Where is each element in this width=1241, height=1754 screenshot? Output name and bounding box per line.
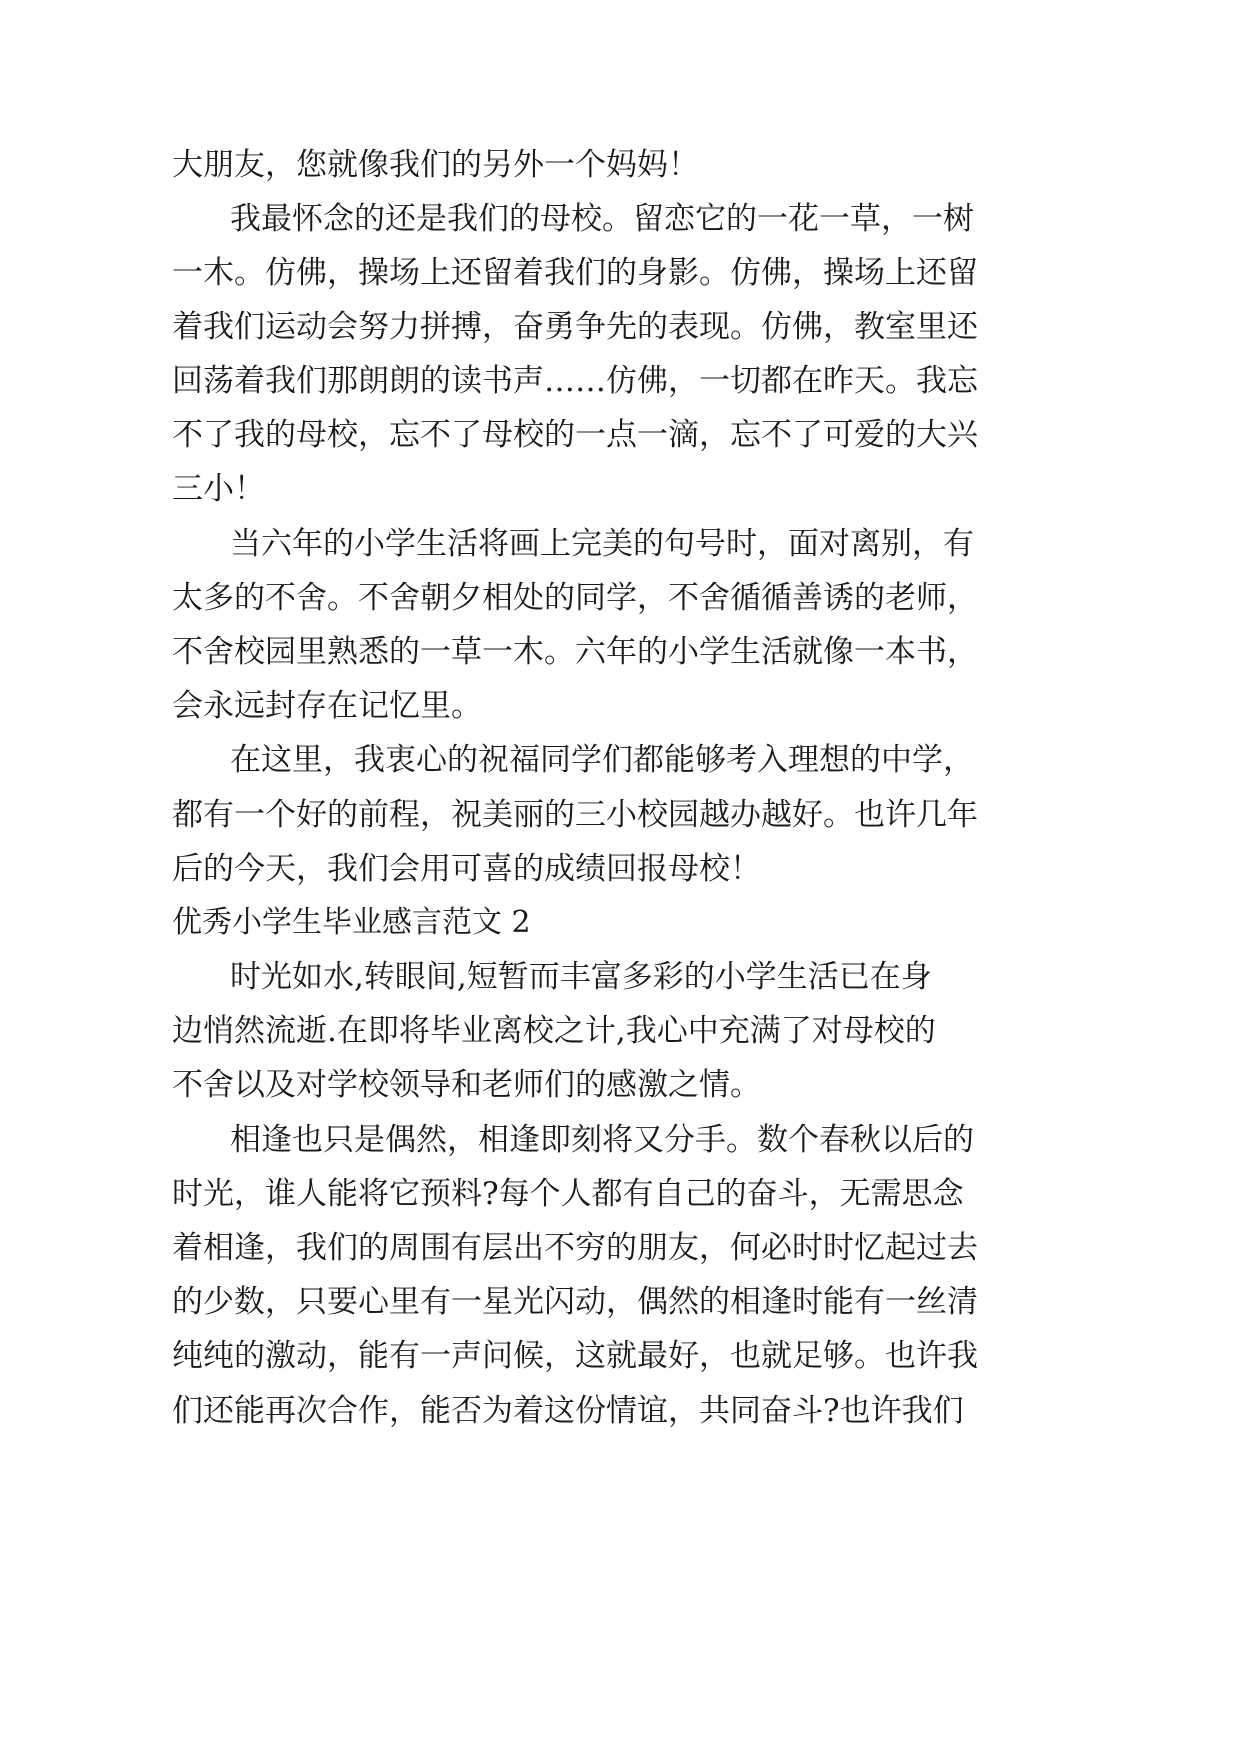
text-line: 太多的不舍。不舍朝夕相处的同学，不舍循循善诱的老师， xyxy=(172,580,978,616)
text-line: 纯纯的激动，能有一声问候，这就最好，也就足够。也许我 xyxy=(172,1338,978,1374)
text-line: 会永远封存在记忆里。 xyxy=(172,688,482,724)
text-line: 不舍校园里熟悉的一草一木。六年的小学生活就像一本书， xyxy=(172,634,978,670)
paragraph-first-line: 在这里，我衷心的祝福同学们都能够考入理想的中学， xyxy=(230,742,974,778)
text-line: 不舍以及对学校领导和老师们的感激之情。 xyxy=(172,1067,761,1103)
paragraph-first-line: 相逢也只是偶然，相逢即刻将又分手。数个春秋以后的 xyxy=(230,1122,974,1158)
text-line: 们还能再次合作，能否为着这份情谊，共同奋斗?也许我们 xyxy=(172,1393,964,1429)
paragraph-first-line: 我最怀念的还是我们的母校。留恋它的一花一草，一树 xyxy=(230,201,974,237)
text-line: 后的今天，我们会用可喜的成绩回报母校！ xyxy=(172,851,761,887)
text-line: 三小！ xyxy=(172,471,265,507)
paragraph-first-line: 当六年的小学生活将画上完美的句号时，面对离别，有 xyxy=(230,526,974,562)
text-line: 着我们运动会努力拼搏，奋勇争先的表现。仿佛，教室里还 xyxy=(172,309,978,345)
section-heading: 优秀小学生毕业感言范文 2 xyxy=(172,905,531,940)
text-line: 一木。仿佛，操场上还留着我们的身影。仿佛，操场上还留 xyxy=(172,255,978,291)
text-line: 大朋友，您就像我们的另外一个妈妈！ xyxy=(172,147,699,183)
text-line: 的少数，只要心里有一星光闪动，偶然的相逢时能有一丝清 xyxy=(172,1284,978,1320)
text-line: 回荡着我们那朗朗的读书声……仿佛，一切都在昨天。我忘 xyxy=(172,363,978,399)
text-line: 都有一个好的前程，祝美丽的三小校园越办越好。也许几年 xyxy=(172,797,978,833)
text-line: 不了我的母校，忘不了母校的一点一滴，忘不了可爱的大兴 xyxy=(172,417,978,453)
text-line: 边悄然流逝.在即将毕业离校之计,我心中充满了对母校的 xyxy=(172,1013,936,1049)
paragraph-first-line: 时光如水,转眼间,短暂而丰富多彩的小学生活已在身 xyxy=(230,959,932,995)
text-line: 时光，谁人能将它预料?每个人都有自己的奋斗，无需思念 xyxy=(172,1176,964,1212)
text-line: 着相逢，我们的周围有层出不穷的朋友，何必时时忆起过去 xyxy=(172,1230,978,1266)
